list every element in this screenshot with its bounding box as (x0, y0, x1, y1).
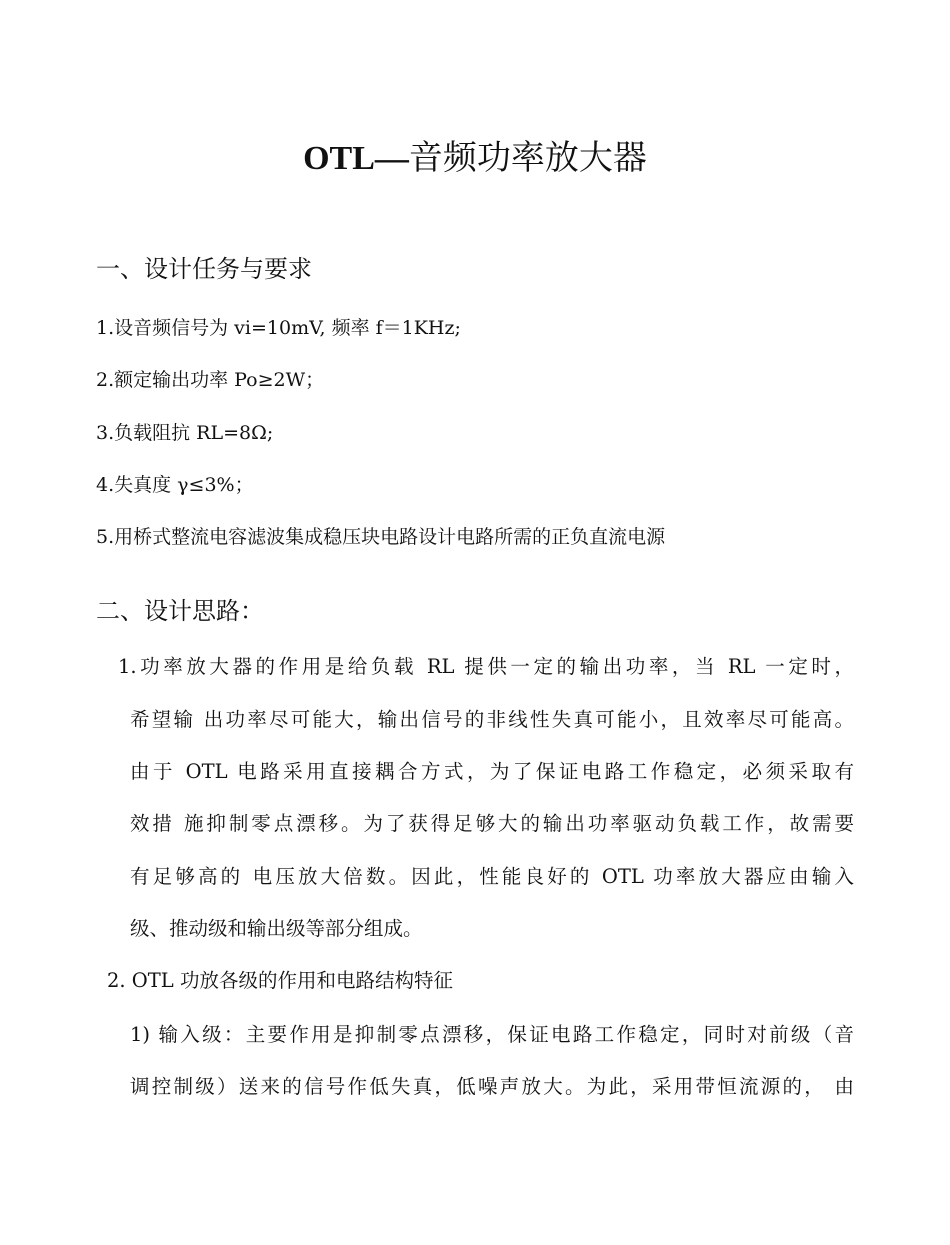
requirement-item: 3.负载阻抗 RL=8Ω; (96, 422, 274, 444)
sub-heading: 2. OTL 功放各级的作用和电路结构特征 (107, 969, 453, 992)
section-heading-design-ideas: 二、设计思路： (96, 597, 264, 625)
title-latin-part: OTL— (303, 140, 409, 177)
paragraph-line: 级、推动级和输出级等部分组成。 (130, 917, 423, 940)
section-heading-requirements: 一、设计任务与要求 (96, 255, 312, 283)
paragraph-line: 1.功率放大器的作用是给负载 RL 提供一定的输出功率，当 RL 一定时， (118, 655, 854, 678)
paragraph-line: 调控制级）送来的信号作低失真，低噪声放大。为此，采用带恒流源的， 由 (130, 1075, 854, 1098)
paragraph-line: 由于 OTL 电路采用直接耦合方式，为了保证电路工作稳定，必须采取有 (130, 760, 854, 783)
title-cjk-part: 音频功率放大器 (408, 138, 647, 178)
requirement-item: 5.用桥式整流电容滤波集成稳压块电路设计电路所需的正负直流电源 (96, 526, 666, 548)
paragraph-line: 效措 施抑制零点漂移。为了获得足够大的输出功率驱动负载工作，故需要 (130, 812, 854, 835)
requirement-item: 2.额定输出功率 Po≥2W； (96, 369, 325, 391)
page-title (0, 136, 950, 181)
paragraph-line: 希望输 出功率尽可能大，输出信号的非线性失真可能小，且效率尽可能高。 (130, 708, 854, 731)
paragraph-line: 1) 输入级：主要作用是抑制零点漂移，保证电路工作稳定，同时对前级（音 (130, 1023, 854, 1046)
requirement-item: 1.设音频信号为 vi=10mV, 频率 f＝1KHz; (96, 317, 461, 339)
requirement-item: 4.失真度 γ≤3%； (96, 474, 254, 496)
paragraph-line: 有足够高的 电压放大倍数。因此，性能良好的 OTL 功率放大器应由输入 (130, 865, 854, 888)
